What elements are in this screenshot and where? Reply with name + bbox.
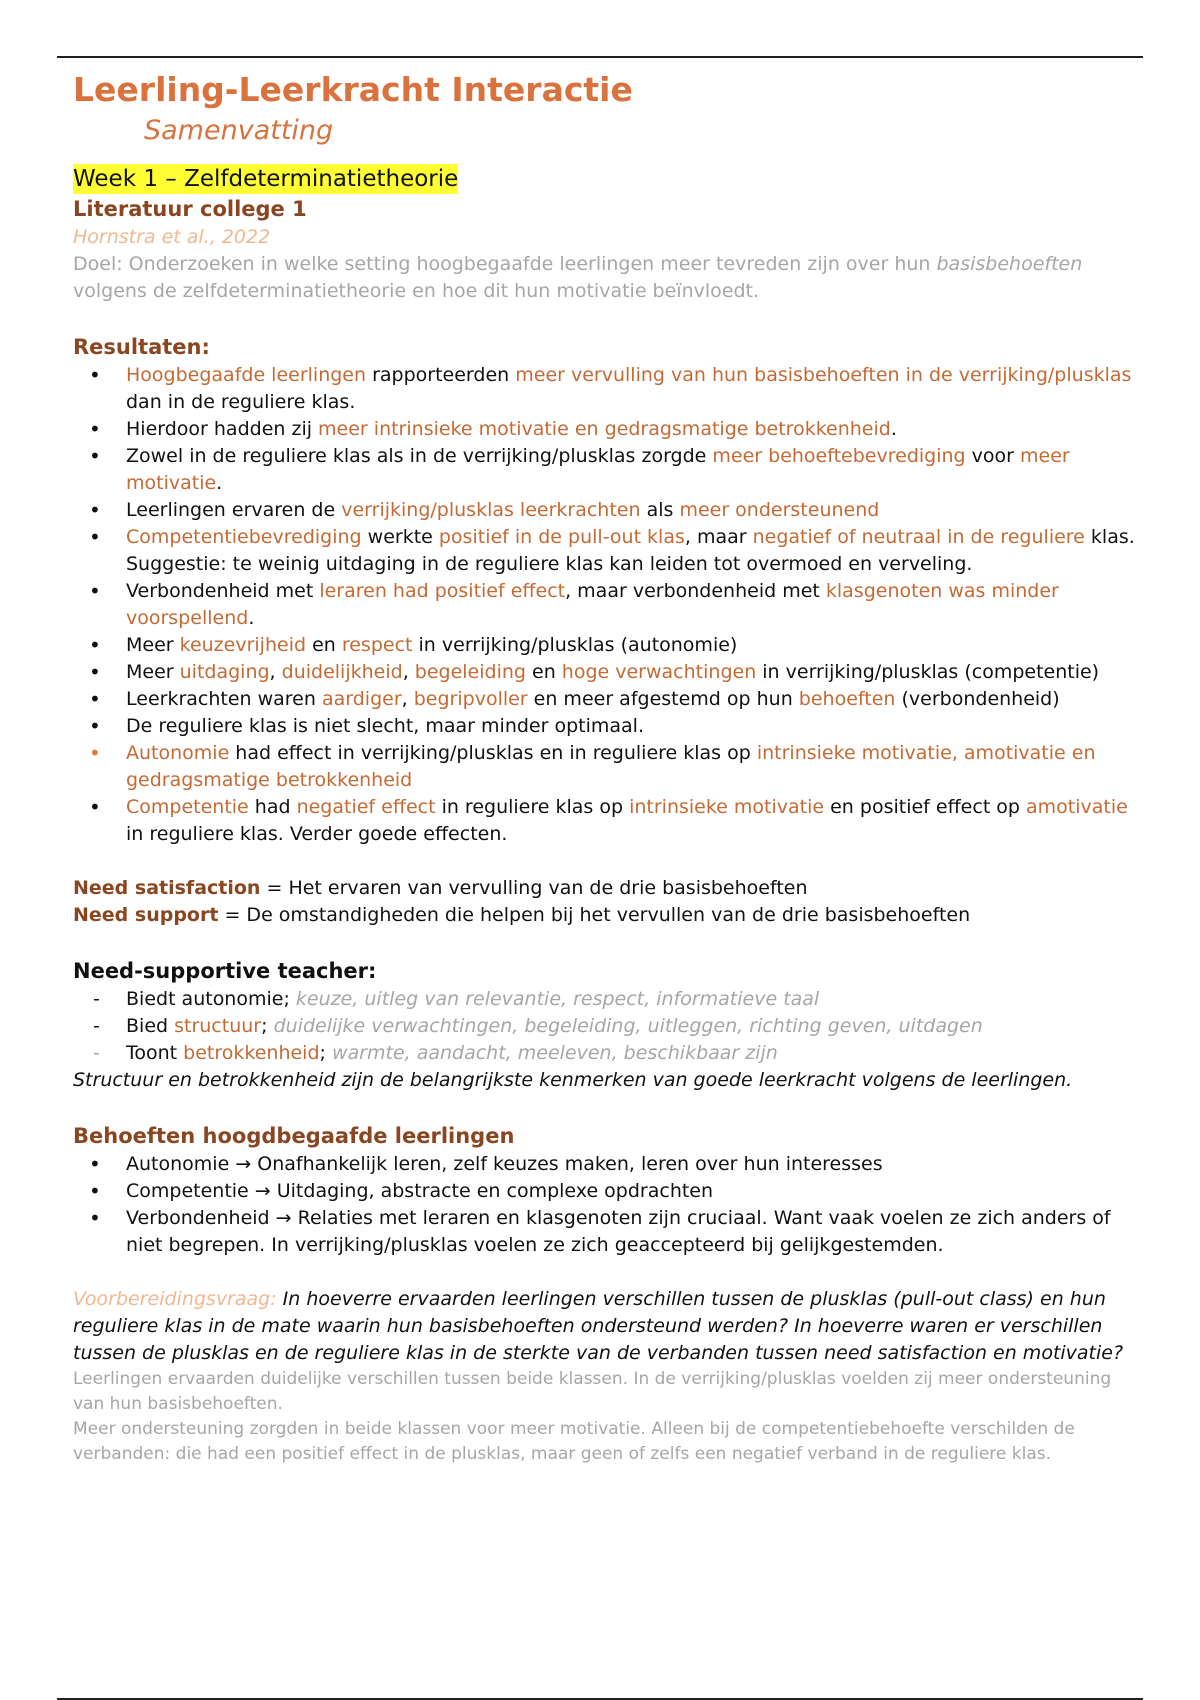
results-list-continued	[73, 578, 1138, 848]
list-item: • Verbondenheid met leraren had positief effect, maar verbondenheid met klasgenoten was minder voorspellend.	[73, 578, 1138, 632]
goal-text: Doel: Onderzoeken in welke setting hoogbegaafde leerlingen meer tevreden zijn over hun basisbehoeften volgens de zelfdeterminatietheorie en hoe dit hun motivatie beïnvloedt.	[73, 253, 1083, 302]
list-item: • Autonomie → Onafhankelijk leren, zelf keuzes maken, leren over hun interesses	[73, 1151, 1138, 1178]
need-supportive-list	[73, 986, 1138, 1067]
week-heading: Week 1 – Zelfdeterminatietheorie	[73, 166, 459, 192]
list-item: • Competentie → Uitdaging, abstracte en complexe opdrachten	[73, 1178, 1138, 1205]
preparation-question: Voorbereidingsvraag: In hoeverre ervaarden leerlingen verschillen tussen de plusklas (pull-out class) en hun reguliere klas in de mate waarin hun basisbehoeften ondersteund werden? In hoeverre waren er verschillen tussen de plusklas en de reguliere klas in de sterkte van de verbanden tussen need satisfaction en motivatie?	[73, 1288, 1124, 1364]
list-item: • Zowel in de reguliere klas als in de verrijking/plusklas zorgde meer behoeftebevrediging voor meer motivatie.	[73, 443, 1138, 497]
list-item: - Toont betrokkenheid; warmte, aandacht, meeleven, beschikbaar zijn	[73, 1040, 1138, 1067]
document-title: Leerling-Leerkracht Interactie	[73, 70, 633, 109]
preparation-answer-2: Meer ondersteuning zorgden in beide klassen voor meer motivatie. Alleen bij de competentiebehoefte verschilden de verbanden: die had een positief effect in de plusklas, maar geen of zelfs een negatief verband in de reguliere klas.	[73, 1419, 1075, 1464]
needs-gifted-heading: Behoeften hoogdbegaafde leerlingen	[73, 1124, 515, 1148]
list-item: - Bied structuur; duidelijke verwachtingen, begeleiding, uitleggen, richting geven, uitdagen	[73, 1013, 1138, 1040]
list-item: • Leerkrachten waren aardiger, begripvoller en meer afgestemd op hun behoeften (verbondenheid)	[73, 686, 1138, 713]
definition-need-support: Need support = De omstandigheden die helpen bij het vervullen van de drie basisbehoeften	[73, 904, 971, 926]
document-page	[73, 68, 1138, 1467]
list-item: - Biedt autonomie; keuze, uitleg van relevantie, respect, informatieve taal	[73, 986, 1138, 1013]
list-item: • Autonomie had effect in verrijking/plusklas en in reguliere klas op intrinsieke motivatie, amotivatie en gedragsmatige betrokkenheid	[73, 740, 1138, 794]
need-supportive-heading: Need-supportive teacher:	[73, 959, 377, 983]
document-subtitle: Samenvatting	[144, 115, 334, 146]
reference: Hornstra et al., 2022	[73, 226, 271, 248]
list-item: • Leerlingen ervaren de verrijking/plusklas leerkrachten als meer ondersteunend	[73, 497, 1138, 524]
definition-need-satisfaction: Need satisfaction = Het ervaren van vervulling van de drie basisbehoeften	[73, 877, 808, 899]
results-heading: Resultaten:	[73, 335, 210, 359]
list-item: • Competentie had negatief effect in reguliere klas op intrinsieke motivatie en positief effect op amotivatie in reguliere klas. Verder goede effecten.	[73, 794, 1138, 848]
list-item: • Meer uitdaging, duidelijkheid, begeleiding en hoge verwachtingen in verrijking/plusklas (competentie)	[73, 659, 1138, 686]
list-item: • Competentiebevrediging werkte positief in de pull-out klas, maar negatief of neutraal in de reguliere klas.	[73, 524, 1138, 551]
top-rule	[57, 56, 1143, 58]
need-supportive-conclusion: Structuur en betrokkenheid zijn de belangrijkste kenmerken van goede leerkracht volgens de leerlingen.	[73, 1069, 1073, 1091]
literature-heading: Literatuur college 1	[73, 197, 307, 221]
preparation-answer-1: Leerlingen ervaarden duidelijke verschillen tussen beide klassen. In de verrijking/plusklas voelden zij meer ondersteuning van hun basisbehoeften.	[73, 1369, 1112, 1414]
list-item: • De reguliere klas is niet slecht, maar minder optimaal.	[73, 713, 1138, 740]
list-item: • Meer keuzevrijheid en respect in verrijking/plusklas (autonomie)	[73, 632, 1138, 659]
list-item: • Hoogbegaafde leerlingen rapporteerden meer vervulling van hun basisbehoeften in de verrijking/plusklas dan in de reguliere klas.	[73, 362, 1138, 416]
needs-gifted-list	[73, 1151, 1138, 1259]
results-suggestion: Suggestie: te weinig uitdaging in de reguliere klas kan leiden tot overmoed en verveling.	[126, 553, 973, 575]
list-item: • Hierdoor hadden zij meer intrinsieke motivatie en gedragsmatige betrokkenheid.	[73, 416, 1138, 443]
list-item: • Verbondenheid → Relaties met leraren en klasgenoten zijn cruciaal. Want vaak voelen ze zich anders of niet begrepen. In verrijking/plusklas voelen ze zich geaccepteerd bij gelijkgestemden.	[73, 1205, 1138, 1259]
results-list	[73, 362, 1138, 551]
